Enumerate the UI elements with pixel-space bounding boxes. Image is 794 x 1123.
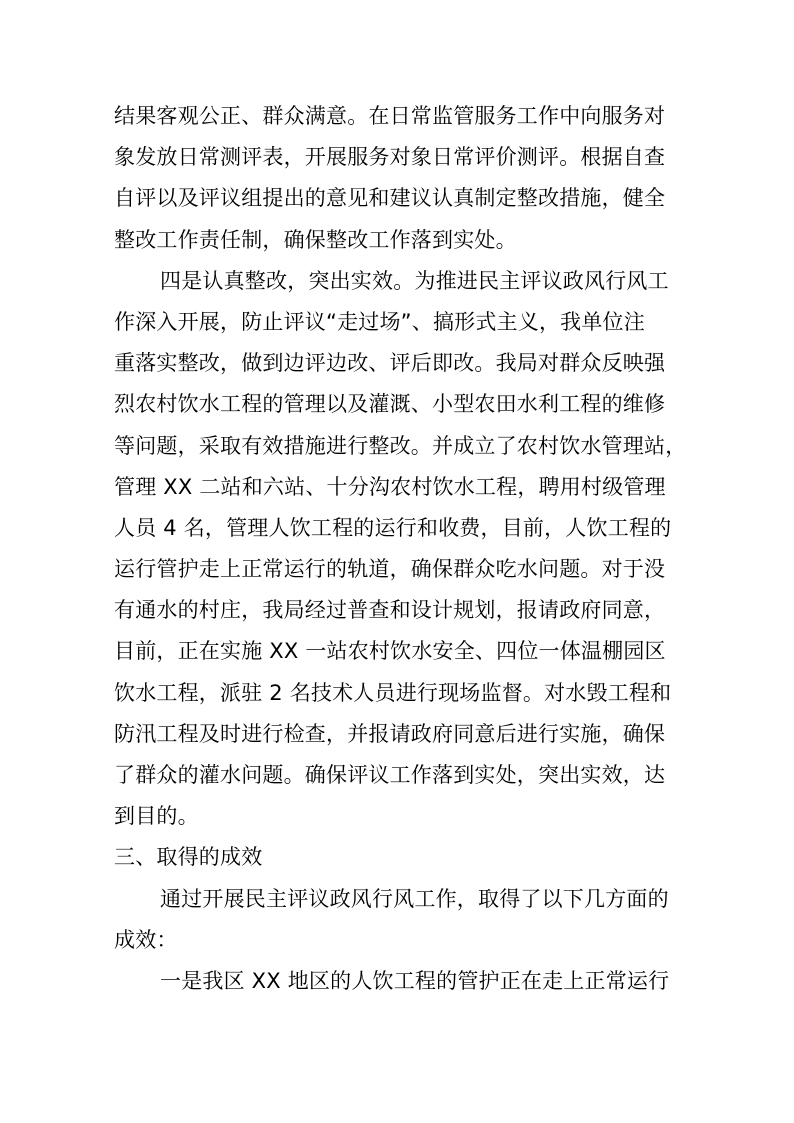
text-line: 饮水工程，派驻 2 名技术人员进行现场监督。对水毁工程和 — [114, 680, 672, 705]
text-line: 通过开展民主评议政风行风工作，取得了以下几方面的 — [160, 886, 669, 911]
text-line: 目前，正在实施 XX 一站农村饮水安全、四位一体温棚园区 — [114, 639, 666, 664]
text-line: 了群众的灌水问题。确保评议工作落到实处，突出实效，达 — [114, 763, 666, 787]
text-line: 到目的。 — [114, 804, 199, 829]
text-line: 结果客观公正、群众满意。在日常监管服务工作中向服务对 — [114, 104, 666, 128]
text-line: 四是认真整改，突出实效。为推进民主评议政风行风工 — [160, 268, 669, 293]
text-line: 自评以及评议组提出的意见和建议认真制定整改措施，健全 — [114, 186, 666, 211]
text-line: 象发放日常测评表，开展服务对象日常评价测评。根据自查 — [114, 145, 666, 170]
text-line: 作深入开展，防止评议“走过场”、搞形式主义，我单位注 — [114, 309, 645, 334]
text-line: 管理 XX 二站和六站、十分沟农村饮水工程，聘用村级管理 — [114, 474, 666, 499]
text-line: 等问题，采取有效措施进行整改。并成立了农村饮水管理站， — [114, 433, 687, 458]
text-line: 整改工作责任制，确保整改工作落到实处。 — [114, 227, 517, 252]
text-line: 烈农村饮水工程的管理以及灌溉、小型农田水利工程的维修 — [114, 392, 666, 417]
text-line: 成效： — [114, 927, 178, 952]
text-line: 人员 4 名，管理人饮工程的运行和收费，目前，人饮工程的 — [114, 515, 672, 540]
text-line: 运行管护走上正常运行的轨道，确保群众吃水问题。对于没 — [114, 557, 666, 582]
text-line: 重落实整改，做到边评边改、评后即改。我局对群众反映强 — [114, 351, 666, 376]
text-line: 一是我区 XX 地区的人饮工程的管护正在走上正常运行 — [160, 968, 670, 993]
text-line: 防汛工程及时进行检查，并报请政府同意后进行实施，确保 — [114, 721, 666, 746]
text-line: 三、取得的成效 — [114, 845, 263, 870]
body-text — [114, 96, 694, 1002]
text-line: 有通水的村庄，我局经过普查和设计规划，报请政府同意， — [114, 598, 666, 623]
